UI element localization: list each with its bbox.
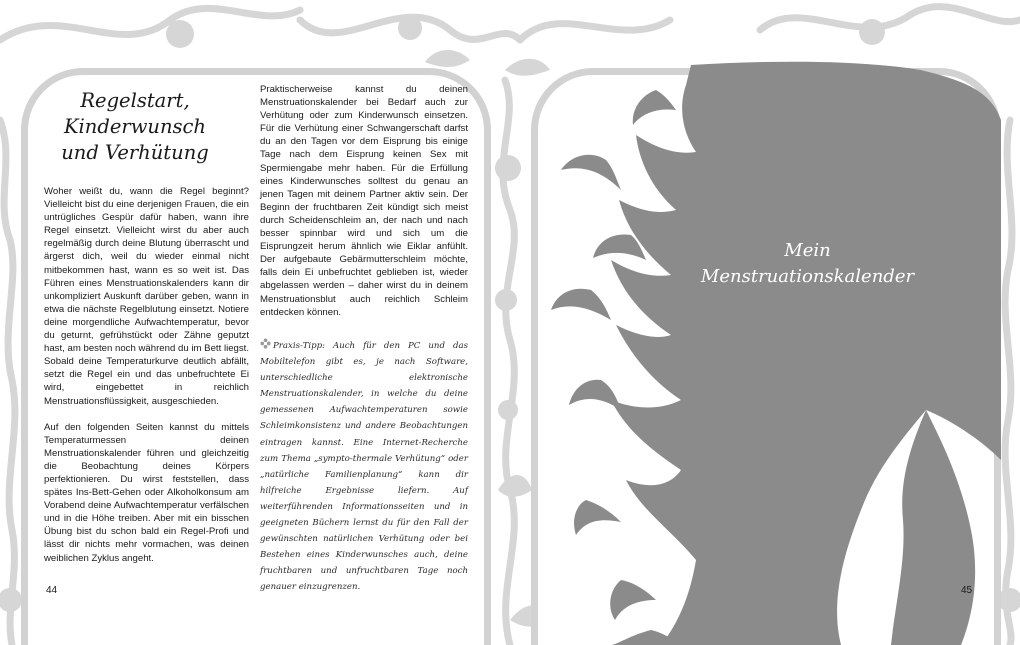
body-column-2 [260,83,468,332]
title-line-1: Regelstart, [80,89,190,112]
page-number-left: 44 [46,585,58,596]
calendar-title [690,238,925,290]
flower-icon [260,338,271,349]
tip-text: Praxis-Tipp: Auch für den PC und das Mobiltelefon gibt es, je nach Software, unterschiedliche elektronische Menstruationskalender, in welche du deine gemessenen Aufwachtemperaturen sowie Schleimkonsistenz und andere Beobachtungen eintragen kannst. Eine Internet-Recherche zum Thema „sympto-thermale Verhütung“ oder „natürliche Familienplanung“ kann dir hilfreiche Ergebnisse liefern. Auf weiterführenden Informationsseiten und in geeigneten Büchern lernst du für den Fall der gewünschten natürlichen Verhütung oder bei Bestehen eines Kinderwunsches auch, deine fruchtbaren und unfruchtbaren Tage noch genauer einzugrenzen. [260,341,468,593]
body-paragraph-3: Praktischerweise kannst du deinen Menstruationskalender bei Bedarf auch zur Verhütung oder zum Kinderwunsch einsetzen. Für die Verhütung einer Schwangerschaft darfst du an den Tagen vor dem Eisprung bis einige Tage nach dem Eisprung keinen Sex mit Spermiengabe mehr haben. Für die Erfüllung eines Kinderwunsches solltest du genau an jenen Tagen mit deinem Partner aktiv sein. Der Beginn der fruchtbaren Zeit kündigt sich meist durch Scheidenschleim an, der nach und nach besser spinnbar wird und sich um die Eisprungzeit herum ähnlich wie Eiklar anfühlt. Der aufgebaute Gebärmutterschleim möchte, falls dein Ei unbefruchtet geblieben ist, wieder abgelassen werden – daher wirst du in deinem Menstruationsblut auch reichlich Schleim entdecken können. [260,84,468,318]
page-title [50,88,220,166]
calendar-title-line-1: Mein [784,240,831,261]
title-line-2: Kinderwunsch [63,115,206,138]
title-line-3: und Verhütung [61,141,209,164]
body-paragraph-1: Woher weißt du, wann die Regel beginnt? Vielleicht bist du eine derjenigen Frauen, die ein untrügliches Gespür dafür haben, wann ihre Regel einsetzt. Vielleicht wirst du aber auch regelmäßig durch deine Blutung überrascht und ärgerst dich, weil du wieder einmal nicht mitbekommen hast, wann es so weit ist. Das Führen eines Menstruationskalenders kann dir unkompliziert Auskunft darüber geben, wann in etwa die nächste Regelblutung einsetzt. Notiere deine morgendliche Aufwachtemperatur, bevor du geturnt, gefrühstückt oder Zähne geputzt hast, am besten noch während du im Bett liegst. Sobald deine Temperaturkurve deutlich abfällt, setzt die Regel ein und das unbefruchtete Ei wird, eingebettet in reichlich Menstruationsflüssigkeit, ausgeschieden. [44,186,249,407]
page-number-right: 45 [961,585,973,596]
praxis-tipp-box [260,338,468,596]
body-paragraph-2: Auf den folgenden Seiten kannst du mittels Temperaturmessen deinen Menstruationskalender führen und gleichzeitig die Beobachtung deines Körpers perfektionieren. Du wirst feststellen, dass spätes Ins-Bett-Gehen oder Alkoholkonsum am Vorabend deine Aufwachtemperatur verfälschen und in die Höhe treiben. Aber mit ein bisschen Übung bist du schon bald ein Regel-Profi und lässt dir nichts mehr vormachen, was deinen weiblichen Zyklus angeht. [44,421,249,564]
woman-silhouette-illustration [531,60,1011,645]
body-column-1 [44,185,249,578]
calendar-title-line-2: Menstruationskalender [700,266,915,287]
